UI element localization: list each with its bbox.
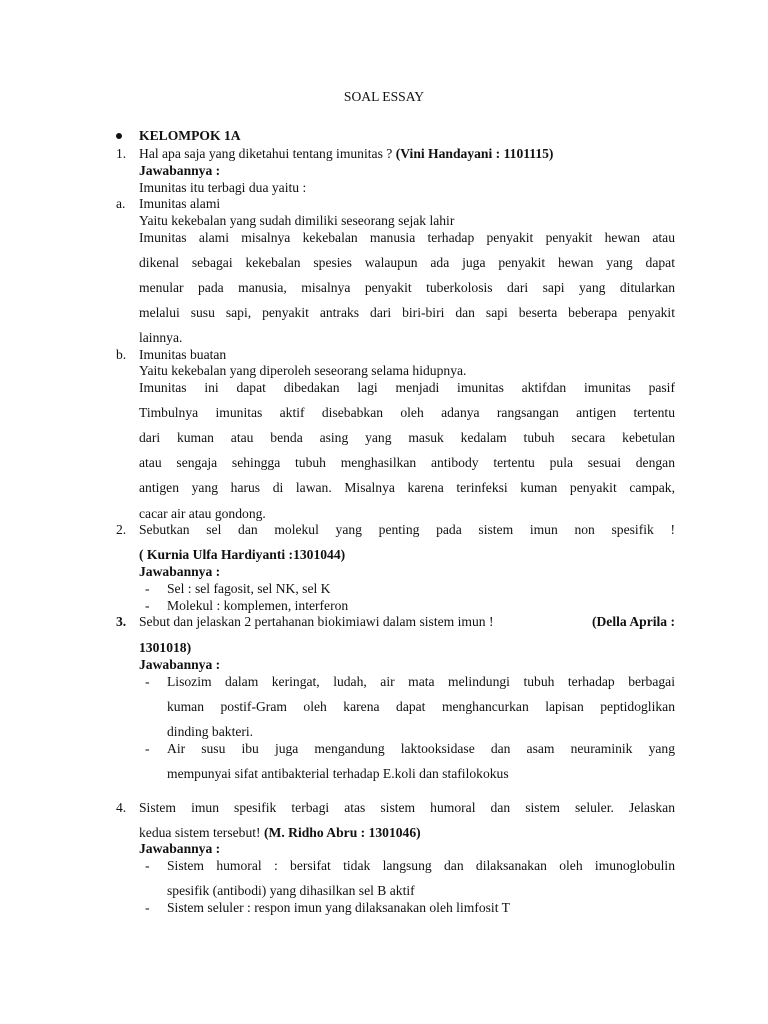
bullet-icon [116, 133, 122, 139]
dash-marker: - [145, 674, 150, 689]
paragraph-line: atau sengaja sehingga tubuh menghasilkan antibody tertentu pula sesuai dengan [139, 455, 675, 470]
dash-marker: - [145, 581, 150, 596]
question-4-number: 4. [116, 800, 127, 815]
answer-label: Jawabannya : [139, 163, 221, 178]
definition-imunitas-buatan: Yaitu kekebalan yang diperoleh seseorang selama hidupnya. [139, 363, 467, 378]
list-marker-a: a. [116, 196, 126, 211]
answer-1-intro: Imunitas itu terbagi dua yaitu : [139, 180, 307, 195]
paragraph-line: lainnya. [139, 330, 183, 345]
answer-label: Jawabannya : [139, 657, 221, 672]
paragraph-line: melalui susu sapi, penyakit antraks dari biri-biri dan sapi beserta beberapa penyakit [139, 305, 675, 320]
question-4-text: Sistem imun spesifik terbagi atas sistem humoral dan sistem seluler. Jelaskan [139, 800, 675, 815]
list-item: Molekul : komplemen, interferon [167, 598, 349, 613]
list-item-line: mempunyai sifat antibakterial terhadap E.koli dan stafilokokus [167, 766, 509, 781]
paragraph-line: Timbulnya imunitas aktif disebabkan oleh adanya rangsangan antigen tertentu [139, 405, 675, 420]
question-2-text: Sebutkan sel dan molekul yang penting pada sistem imun non spesifik ! [139, 522, 675, 537]
definition-imunitas-alami: Yaitu kekebalan yang sudah dimiliki seseorang sejak lahir [139, 213, 455, 228]
question-4-text-cont: kedua sistem tersebut! (M. Ridho Abru : 1301046) [139, 825, 421, 840]
list-marker-b: b. [116, 347, 127, 362]
question-2-number: 2. [116, 522, 127, 537]
question-1-author: (Vini Handayani : 1101115) [395, 146, 554, 161]
question-3-author-cont: 1301018) [139, 640, 192, 655]
list-item-line: Sistem humoral : bersifat tidak langsung dan dilaksanakan oleh imunoglobulin [167, 858, 675, 873]
subheading-imunitas-alami: Imunitas alami [139, 196, 221, 211]
question-3-author: (Della Aprila : [591, 614, 675, 629]
list-item-line: dinding bakteri. [167, 724, 254, 739]
paragraph-line: menular pada manusia, misalnya penyakit tuberkolosis dari sapi yang ditularkan [139, 280, 675, 295]
dash-marker: - [145, 741, 150, 756]
question-1-number: 1. [116, 146, 127, 161]
question-3-text: Sebut dan jelaskan 2 pertahanan biokimiawi dalam sistem imun ! (Della Aprila : [139, 614, 675, 629]
list-item: Sel : sel fagosit, sel NK, sel K [167, 581, 331, 596]
list-item-line: spesifik (antibodi) yang dihasilkan sel B aktif [167, 883, 415, 898]
paragraph-line: antigen yang harus di lawan. Misalnya karena terinfeksi kuman penyakit campak, [139, 480, 675, 495]
dash-marker: - [145, 900, 150, 915]
group-heading: KELOMPOK 1A [139, 128, 241, 143]
dash-marker: - [145, 858, 150, 873]
paragraph-line: Imunitas ini dapat dibedakan lagi menjadi imunitas aktifdan imunitas pasif [139, 380, 675, 395]
page-title: SOAL ESSAY [343, 89, 425, 104]
dash-marker: - [145, 598, 150, 613]
answer-label: Jawabannya : [139, 841, 221, 856]
list-item-line: Air susu ibu juga mengandung laktooksidase dan asam neuraminik yang [167, 741, 675, 756]
list-item-line: Sistem seluler : respon imun yang dilaksanakan oleh limfosit T [167, 900, 510, 915]
paragraph-line: Imunitas alami misalnya kekebalan manusia terhadap penyakit penyakit hewan atau [139, 230, 675, 245]
subheading-imunitas-buatan: Imunitas buatan [139, 347, 227, 362]
question-3-number: 3. [116, 614, 127, 629]
question-4-author: (M. Ridho Abru : 1301046) [263, 825, 421, 840]
question-1-text: Hal apa saja yang diketahui tentang imunitas ? (Vini Handayani : 1101115) [139, 146, 554, 161]
paragraph-line: dikenal sebagai kekebalan spesies walaupun ada juga penyakit hewan yang dapat [139, 255, 675, 270]
list-item-line: Lisozim dalam keringat, ludah, air mata melindungi tubuh terhadap berbagai [167, 674, 675, 689]
question-2-author: ( Kurnia Ulfa Hardiyanti :1301044) [139, 547, 346, 562]
paragraph-line: dari kuman atau benda asing yang masuk kedalam tubuh secara kebetulan [139, 430, 675, 445]
paragraph-line: cacar air atau gondong. [139, 506, 266, 521]
answer-label: Jawabannya : [139, 564, 221, 579]
list-item-line: kuman postif-Gram oleh karena dapat menghancurkan lapisan peptidoglikan [167, 699, 675, 714]
